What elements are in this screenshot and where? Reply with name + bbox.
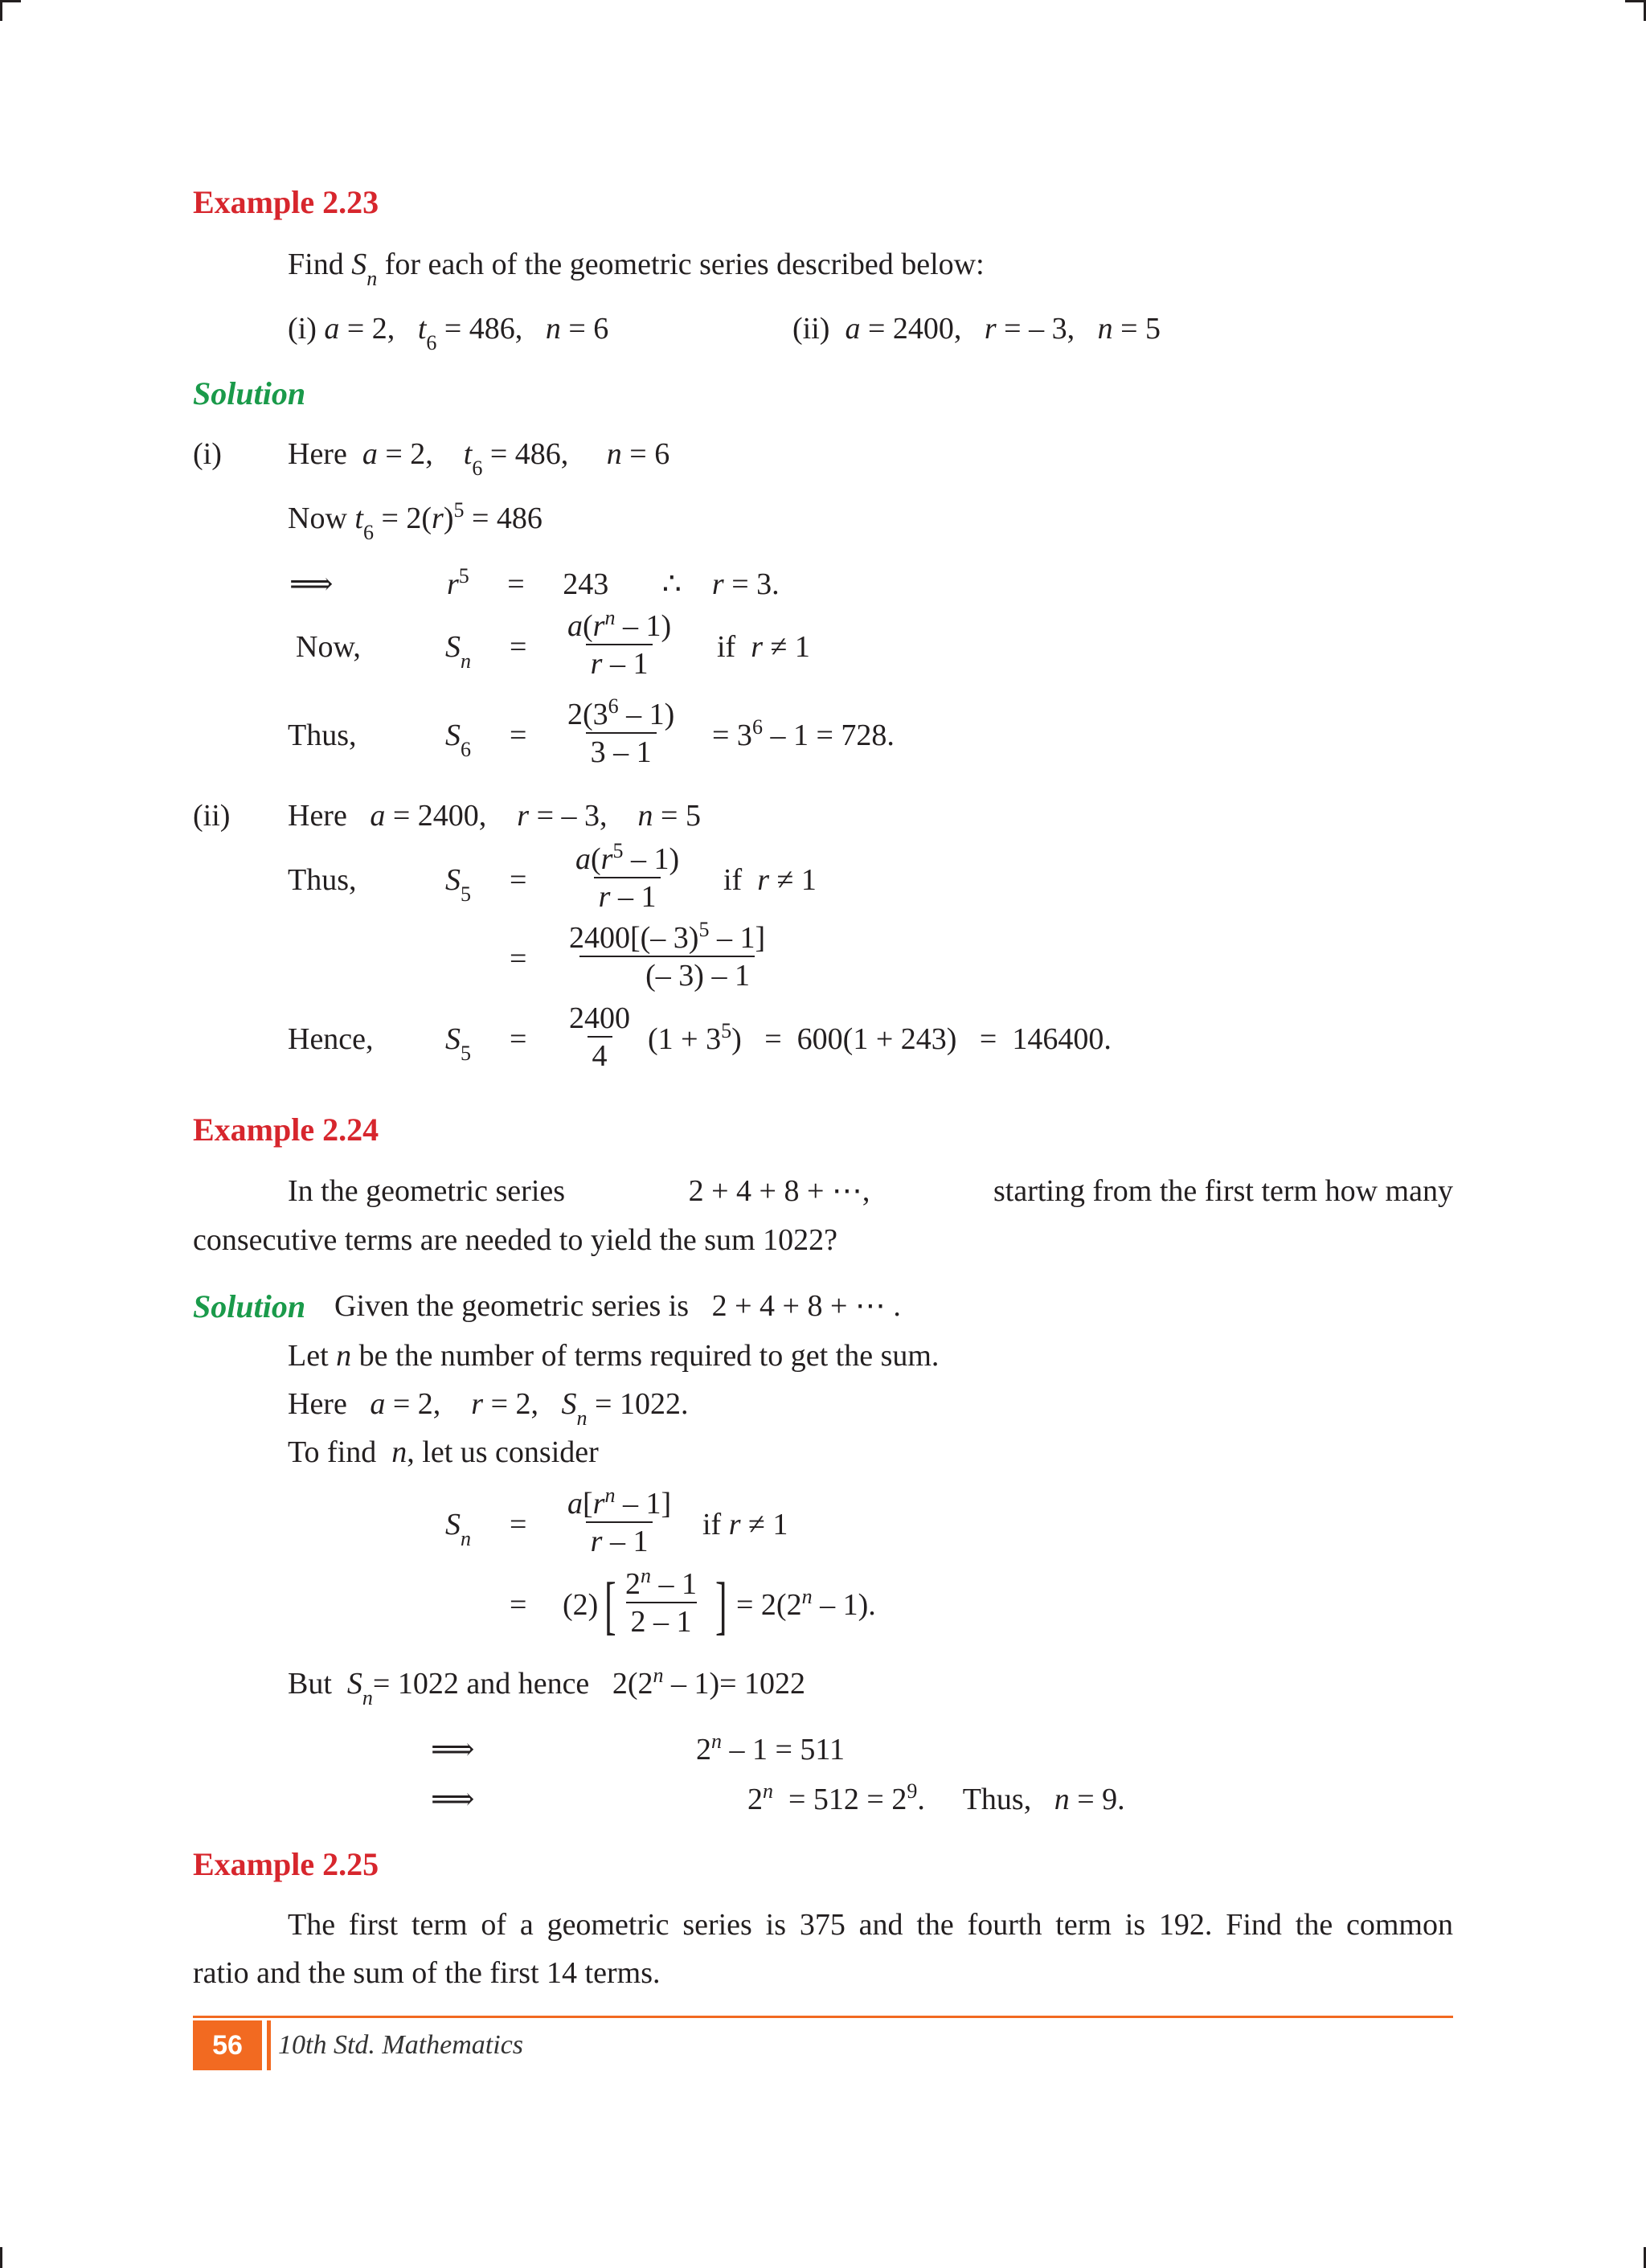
ex24-sn-formula-fraction: $\frac{a[r^n - 1]}{r - 1}$ — [567, 1484, 672, 1558]
ex24-sn-label: $S_n$ — [445, 1508, 471, 1550]
ex23-if-r-ne-1-b: if r ≠ 1 — [723, 863, 817, 897]
ex25-question-line1: The first term of a geometric series is 375 and the fourth term is 192. Find the common — [288, 1908, 1453, 1942]
ex23-r5-eq: $r^5$ = 243 ∴ r = 3. — [447, 564, 780, 601]
ex23-eq-1: = — [510, 630, 527, 664]
book-title: 10th Std. Mathematics — [278, 2030, 524, 2060]
ex23-question: Find $S_n$ for each of the geometric series described below: — [288, 248, 985, 290]
footer-divider — [267, 2020, 271, 2070]
ex24-here: Here a = 2, r = 2, $S_n = 1022$. — [288, 1387, 689, 1430]
ex24-but-line: But $S_n= 1022$ and hence 2(2$^n$ – 1)= 1022 — [288, 1664, 806, 1709]
ex24-implies-1: ⟹ — [431, 1733, 475, 1767]
ex24-eq-1: = — [510, 1508, 527, 1541]
ex25-question-line2: ratio and the sum of the first 14 terms. — [193, 1956, 661, 1990]
ex23-sn-label: $S_n$ — [445, 630, 471, 673]
ex23-given-ii: (ii) a = 2400, r = – 3, n = 5 — [792, 312, 1161, 346]
ex24-implies-2: ⟹ — [431, 1783, 475, 1816]
ex24-if-r-ne-1: if r ≠ 1 — [702, 1508, 788, 1541]
ex23-s6-label: $S_6$ — [445, 718, 471, 761]
ex23-part-i-label: (i) — [193, 437, 222, 471]
ex23-s6-fraction: $\frac{2(3^6 - 1)}{3 - 1}$ — [567, 694, 675, 769]
ex23-part-ii-here: Here a = 2400, r = – 3, n = 5 — [288, 799, 701, 833]
ex23-eq-3: = — [510, 863, 527, 897]
ex24-question-line1: In the geometric series 2 + 4 + 8 + ⋯, starting from the first term how many — [288, 1174, 1453, 1208]
ex23-2400-over-4: $\frac{2400}{4}$ — [569, 1001, 630, 1073]
ex24-question-line2: consecutive terms are needed to yield the sum 1022? — [193, 1223, 837, 1257]
ex24-solution-label: Solution — [193, 1288, 306, 1324]
ex24-2n-result: = $2(2^n - 1)$. — [736, 1585, 876, 1622]
ex23-s5-label-2: $S_5$ — [445, 1022, 471, 1065]
ex24-given: Given the geometric series is 2 + 4 + 8 + ⋯ . — [334, 1289, 901, 1323]
ex23-now-t6: Now $t_6 = 2(r)^5 = 486$ — [288, 498, 543, 544]
ex24-bracket-right: ] — [715, 1570, 727, 1641]
ex23-thus-2: Thus, — [288, 863, 357, 897]
ex23-eq-5: = — [510, 1022, 527, 1056]
ex23-if-r-ne-1: if r ≠ 1 — [717, 630, 810, 664]
ex23-implies-1: ⟹ — [289, 567, 334, 601]
page-number-box — [193, 2020, 262, 2070]
ex24-2n-minus-1: 2$^n$ – 1 = 511 — [696, 1730, 846, 1767]
ex23-solution-label: Solution — [193, 375, 306, 411]
ex23-s5-label-1: $S_5$ — [445, 863, 471, 906]
crop-mark-top-left-h — [0, 0, 21, 2]
footer-rule — [193, 2016, 1453, 2018]
ex23-given-i: (i) a = 2, $t_6 = 486$, n = 6 — [288, 312, 609, 354]
ex23-eq-4: = — [510, 942, 527, 976]
ex24-let-n: Let n be the number of terms required to get the sum. — [288, 1339, 940, 1373]
ex23-thus-1: Thus, — [288, 718, 357, 752]
ex24-2n-fraction: $\frac{2^n - 1}{2 - 1}$ — [625, 1564, 697, 1639]
ex23-s5-result: $(1 + 3^5) = 600(1 + 243) = 146400$. — [648, 1019, 1112, 1056]
page-number: 56 — [212, 2029, 243, 2061]
example-2-25-heading: Example 2.25 — [193, 1846, 379, 1882]
crop-mark-top-left-v — [0, 0, 2, 21]
example-2-23-heading: Example 2.23 — [193, 184, 379, 220]
ex23-s6-result: = $3^6 - 1 = 728$. — [712, 715, 895, 752]
ex23-part-i-here: Here a = 2, $t_6 = 486$, n = 6 — [288, 437, 670, 480]
crop-mark-bottom-left-v — [0, 2247, 2, 2268]
ex24-two-bracket: (2) — [563, 1588, 599, 1622]
ex23-sn-formula-fraction: $\frac{a(r^n - 1)}{r - 1}$ — [567, 606, 672, 681]
ex23-eq-2: = — [510, 718, 527, 752]
ex23-s5-formula-fraction: $\frac{a(r^5 - 1)}{r - 1}$ — [575, 839, 680, 914]
ex23-s5-substituted-fraction: $\frac{2400[(- 3)^5 - 1]}{(- 3) - 1}$ — [569, 918, 766, 993]
ex23-part-ii-label: (ii) — [193, 799, 231, 833]
ex24-2n-512: $2^n = 512 = 2^9$. Thus, n = 9. — [747, 1779, 1125, 1816]
ex23-now-comma: Now, — [296, 630, 361, 664]
ex24-bracket-left: [ — [604, 1570, 616, 1641]
ex24-to-find: To find n, let us consider — [288, 1435, 599, 1469]
ex23-hence: Hence, — [288, 1022, 374, 1056]
ex24-eq-2: = — [510, 1588, 527, 1622]
example-2-24-heading: Example 2.24 — [193, 1111, 379, 1148]
